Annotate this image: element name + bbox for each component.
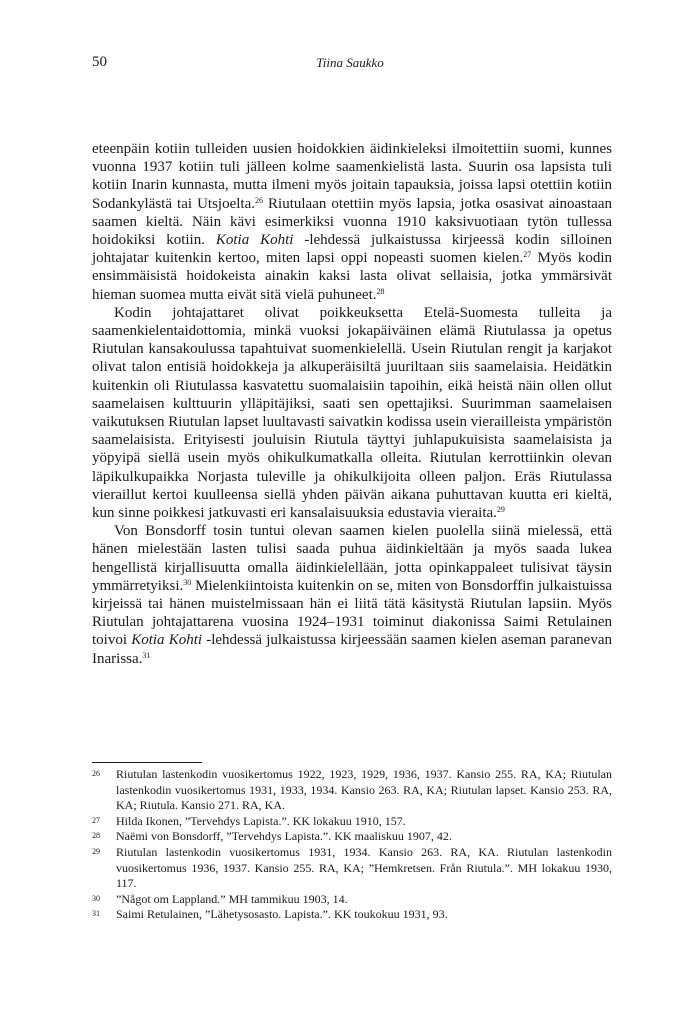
footnote-ref: 31	[142, 650, 151, 660]
running-head: Tiina Saukko	[316, 55, 384, 70]
footnote-ref: 27	[523, 250, 532, 260]
footnote-29	[92, 845, 612, 892]
page-number: 50	[92, 54, 107, 70]
footnote-text: Naëmi von Bonsdorff, ”Tervehdys Lapista.”. KK maaliskuu 1907, 42.	[116, 829, 452, 844]
footnote-27	[92, 814, 612, 830]
paragraph-text: Riutulaan otettiin myös lapsia, jotka osasivat ainoastaan saamen kieltä. Näin kävi esimerkiksi vuonna 1910 kaksivuotiaan tytön tullessa hoidokiksi kotiin.	[92, 195, 612, 249]
footnote-ref: 29	[496, 505, 505, 515]
footnote-28	[92, 829, 612, 845]
footnote-30	[92, 892, 612, 908]
paragraph-text: Mielenkiintoista kuitenkin on se, miten von Bonsdorffin julkaistuissa kirjeissä tai hänen muistelmissaan hän ei liitä tätä käsitystä Riutulan lapsiin. Myös Riutulan johtajattarena vuosina 1924–1931 toiminut diakonissa Saimi Retulainen toivoi	[92, 577, 612, 649]
footnote-text: Hilda Ikonen, ”Tervehdys Lapista.”. KK lokakuu 1910, 157.	[116, 813, 406, 828]
footnote-number: 27	[92, 815, 100, 825]
paragraph-3	[92, 522, 612, 668]
footnote-text: Riutulan lastenkodin vuosikertomus 1931, 1934. Kansio 263. RA, KA. Riutulan lastenkodin vuosikertomus 1936, 1937. Kansio 255. RA, KA; ”Hemkretsen. Från Riutula.”. MH lokakuu 1930, 117.	[116, 844, 612, 891]
paragraph-text: Von Bonsdorff tosin tuntui olevan saamen kielen puolella siinä mielessä, että hänen mielestään lasten tulisi saada puhua äidinkieltään ja myös saada lukea hengellistä kirjallisuutta omalla äidinkielellään, jotta opinkappaleet tulisivat täysin ymmärretyiksi.	[92, 523, 612, 594]
journal-title: Kotia Kohti	[131, 632, 203, 649]
footnote-26	[92, 767, 612, 814]
paragraph-text: eteenpäin kotiin tulleiden uusien hoidokkien äidinkieleksi ilmoitettiin suomi, kunnes vuonna 1937 kotiin tuli jälleen kolme saamenkielistä lasta. Suurin osa lapsista tuli kotiin Inarin kunnasta, mutta ilmeni myös joitain tapauksia, joissa lapsi otettiin kotiin Sodankylästä tai Utsjoelta.	[92, 141, 612, 212]
paragraph-text: Kodin johtajattaret olivat poikkeuksetta Etelä-Suomesta tulleita ja saamenkielentaidottomia, minkä vuoksi jokapäiväinen elämä Riutulassa ja opetus Riutulan kansakoulussa tapahtuivat suomenkielellä. Usein Riutulan rengit ja karjakot olivat talon entisiä hoidokkeja ja alkuperäisiltä juuriltaan siis saamelaisia. Heidätkin kuitenkin oli Riutulassa kasvatettu suomalaisiin tapoihin, eikä heistä näin ollen ollut saamelaisen kulttuurin ylläpitäjiksi, saati sen opettajiksi. Suurimman saamelaisen vaikutuksen Riutulan lapset luultavasti saivatkin kodissa usein vierailleista ympäristön saamelaisista. Erityisesti jouluisin Riutula täyttyi juhlapukuisista saamelaisista ja yöpyipä siellä usein myös ohikulkumatkalla olleita. Riutulan kerrottiinkin olevan läpikulkupaikka Norjasta tuleville ja ohikulkijoita olleen paljon. Eräs Riutulassa vieraillut kertoi kuulleensa siellä yhden päivän aikana puhuttavan kuutta eri kieltä, kun sinne poikkesi jatkuvasti eri kansalaisuuksia edustavia vieraita.	[92, 304, 612, 522]
paragraph-text: Myös kodin ensimmäisistä hoidokeista ainakin kaksi lasta olivat sellaisia, jotka ymmärsivät hieman suomea mutta eivät sitä vielä puhuneet.	[92, 250, 613, 303]
footnote-rule	[92, 762, 202, 763]
footnote-31	[92, 907, 612, 923]
paragraph-1	[92, 140, 612, 304]
footnote-ref: 30	[183, 577, 192, 587]
footnote-number: 28	[92, 831, 100, 841]
footnote-number: 31	[92, 909, 100, 919]
footnote-ref: 28	[376, 286, 385, 296]
body-text	[92, 140, 612, 668]
footnote-number: 30	[92, 893, 100, 903]
footnote-text: Riutulan lastenkodin vuosikertomus 1922, 1923, 1929, 1936, 1937. Kansio 255. RA, KA; Riutulan lastenkodin vuosikertomus 1931, 1933, 1934. Kansio 263. RA, KA; Riutulan lapset. Kansio 253. RA, KA; Riutula. Kansio 271. RA, KA.	[116, 767, 612, 813]
footnote-text: Saimi Retulainen, ”Lähetysosasto. Lapista.”. KK toukokuu 1931, 93.	[116, 907, 448, 922]
paragraph-2	[92, 304, 612, 522]
footnote-number: 29	[92, 846, 100, 856]
footnotes	[92, 767, 612, 923]
footnote-ref: 26	[254, 195, 263, 205]
footnote-number: 26	[92, 769, 100, 778]
paragraph-text: -lehdessä julkaistussa kirjeessä kodin silloinen johtajatar kuitenkin kertoo, miten lapsi oppi nopeasti suomen kielen.	[92, 232, 613, 267]
journal-title: Kotia Kohti	[215, 232, 294, 249]
footnote-text: ”Något om Lappland.” MH tammikuu 1903, 14.	[116, 891, 348, 906]
paragraph-text: -lehdessä julkaistussa kirjeessään saamen kielen aseman paranevan Inarissa.	[92, 632, 612, 667]
